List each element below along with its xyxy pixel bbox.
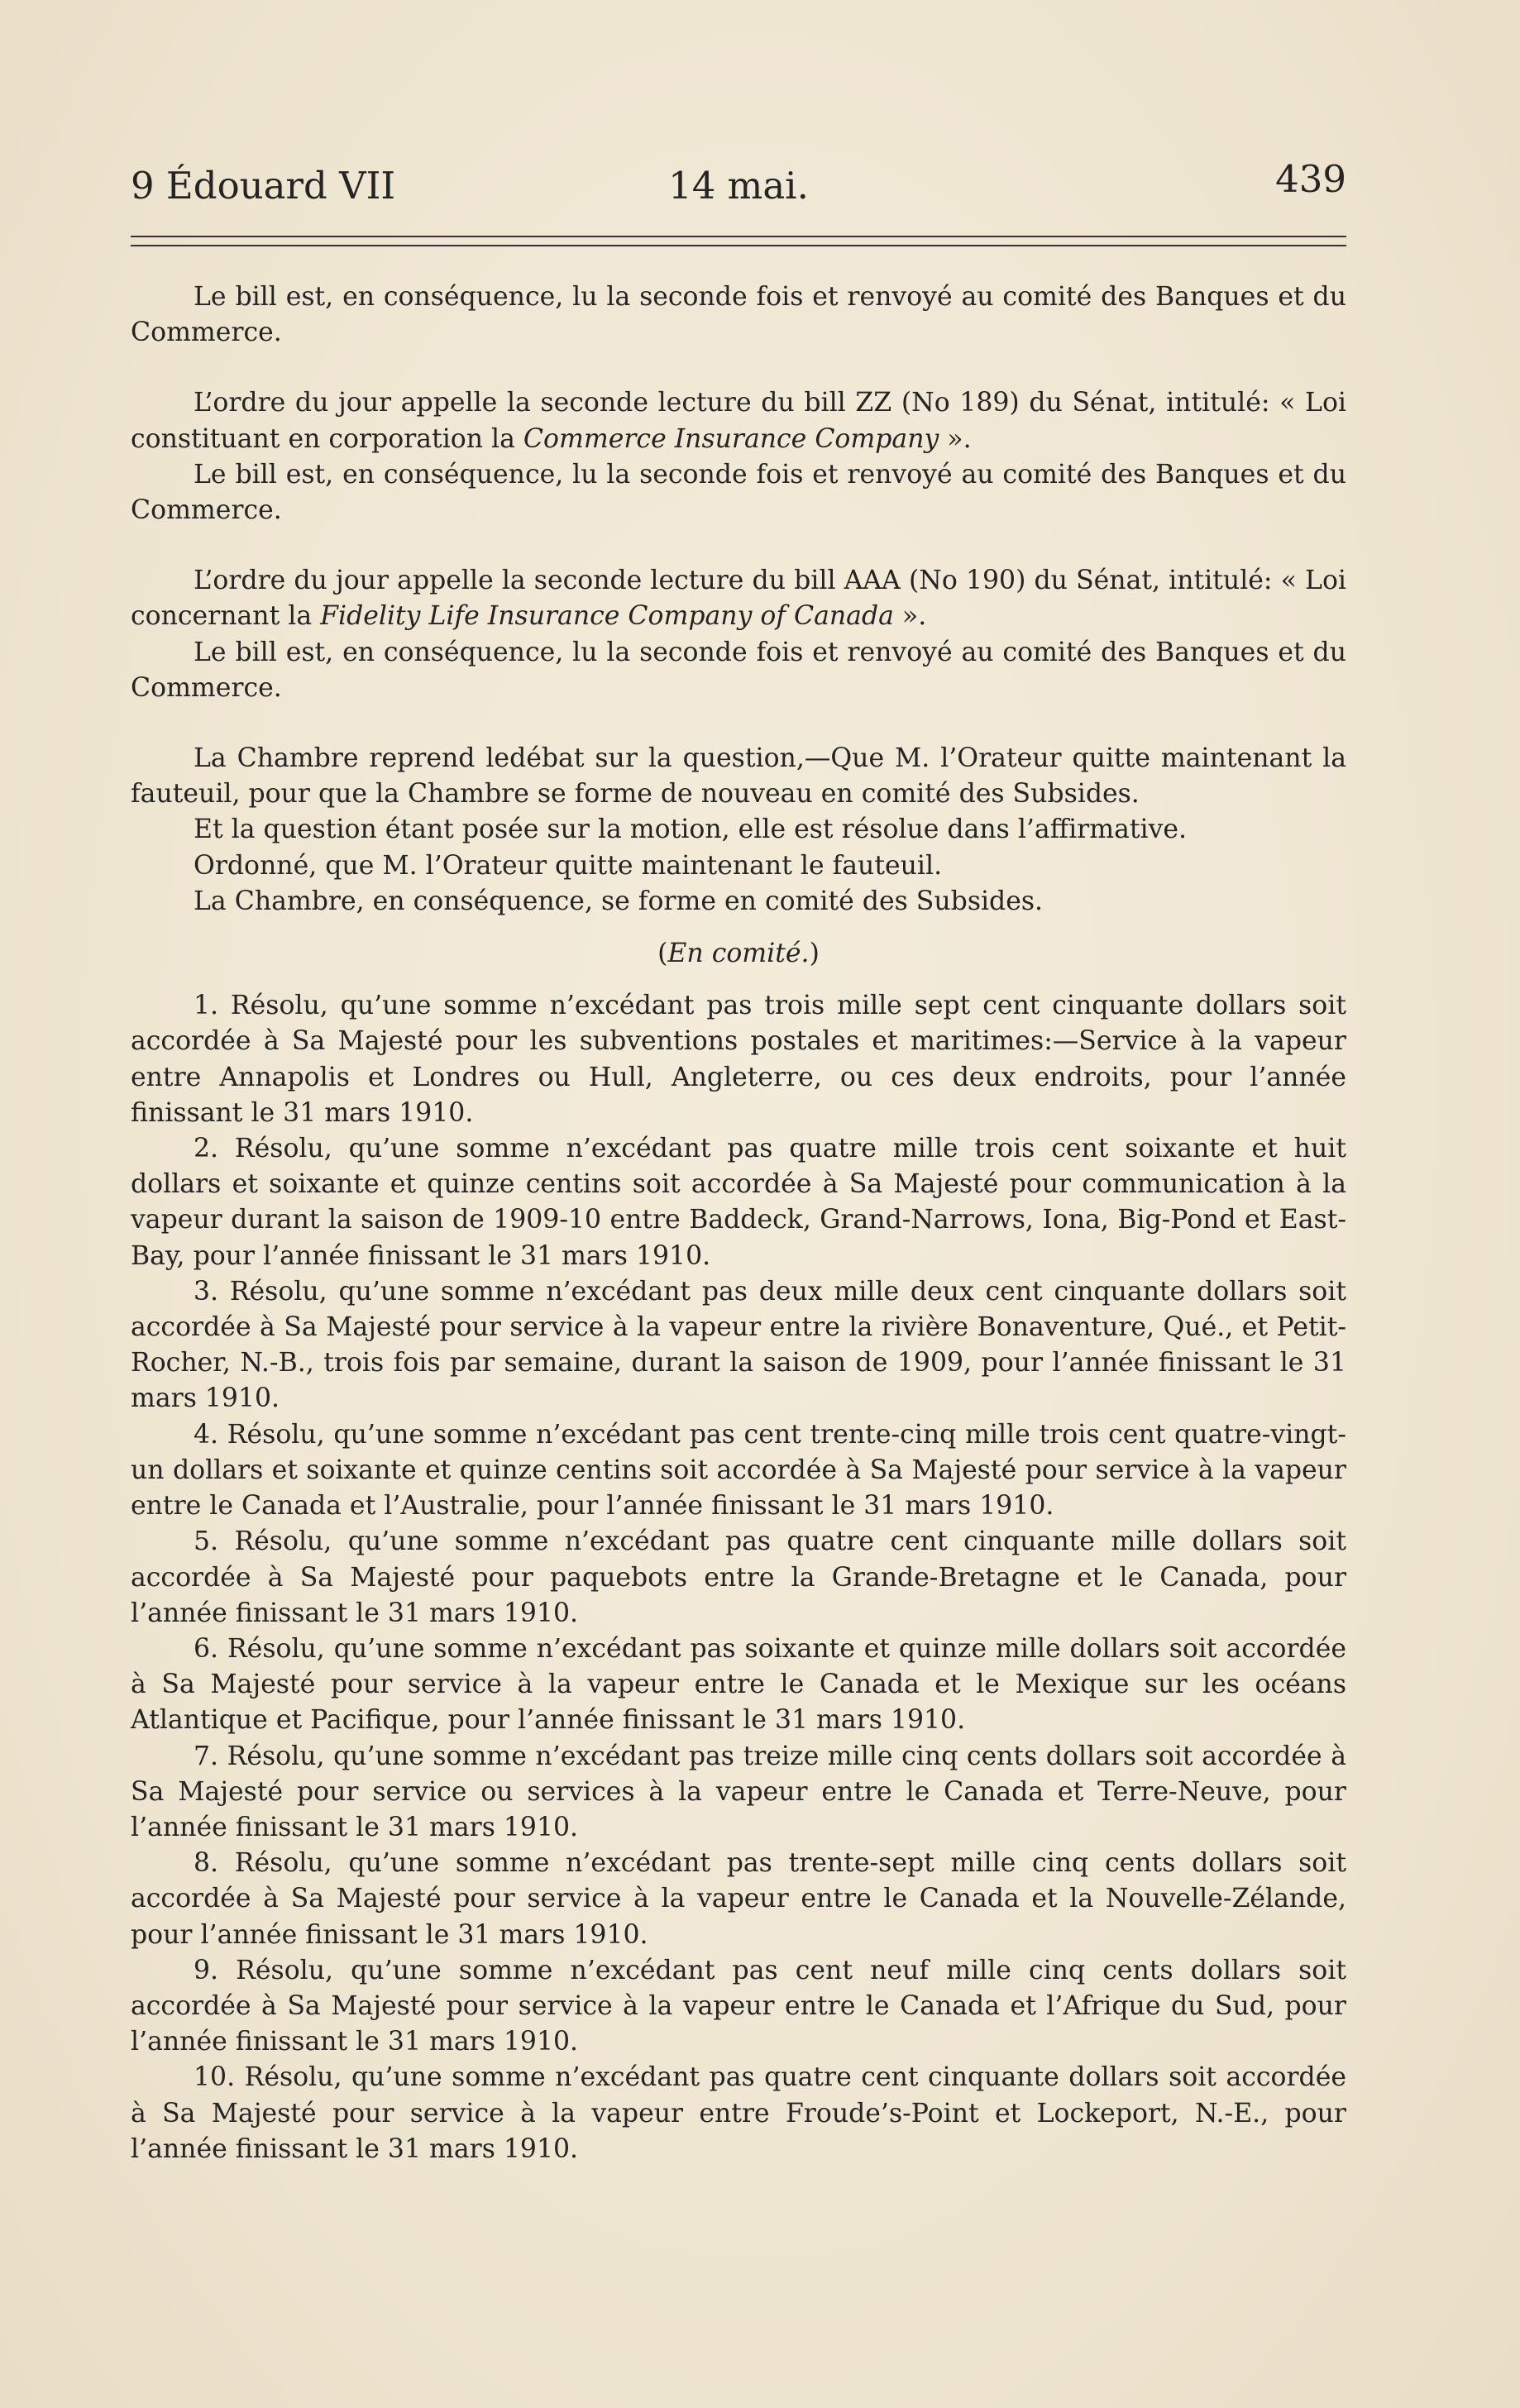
company-name: Commerce Insurance Company xyxy=(523,423,939,454)
paragraph: L’ordre du jour appelle la seconde lecture du bill AAA (No 190) du Sénat, intitulé: « Loi concernant la Fidelity Life Insurance Company of Canada ». xyxy=(131,566,1346,632)
resolution-item: 5. Résolu, qu’une somme n’excédant pas quatre cent cinquante mille dollars soit accordée à Sa Majesté pour paquebots entre la Grande-Bretagne et le Canada, pour l’année finissant le 31 mars 1910. xyxy=(131,1526,1346,1628)
resolution-item: 8. Résolu, qu’une somme n’excédant pas trente-sept mille cinq cents dollars soit accordée à Sa Majesté pour service à la vapeur entre le Canada et la Nouvelle-Zélande, pour l’année finissant le 31 mars 1910. xyxy=(131,1848,1346,1950)
resolution-item: 7. Résolu, qu’une somme n’excédant pas treize mille cinq cents dollars soit accordée à Sa Majesté pour service ou services à la vapeur entre le Canada et Terre-Neuve, pour l’année finissant le 31 mars 1910. xyxy=(131,1741,1346,1842)
header-rule xyxy=(131,236,1346,246)
regnal-year: 9 Édouard VII xyxy=(131,164,396,208)
running-head xyxy=(131,157,1346,211)
paragraph: Et la question étant posée sur la motion, elle est résolue dans l’affirmative. xyxy=(194,815,1188,845)
document-body xyxy=(131,280,1346,2167)
committee-heading: (En comité.) xyxy=(657,939,820,969)
date-heading: 14 mai. xyxy=(668,164,809,208)
paragraph: La Chambre, en conséquence, se forme en comité des Subsides. xyxy=(194,886,1044,916)
paragraph: Le bill est, en conséquence, lu la seconde fois et renvoyé au comité des Banques et du Commerce. xyxy=(131,459,1346,526)
paragraph: La Chambre reprend ledébat sur la question,—Que M. l’Orateur quitte maintenant la fauteuil, pour que la Chambre se forme de nouveau en comité des Subsides. xyxy=(131,743,1346,810)
resolution-item: 10. Résolu, qu’une somme n’excédant pas quatre cent cinquante dollars soit accordée à Sa Majesté pour service à la vapeur entre Froude’s-Point et Lockeport, N.-E., pour l’année finissant le 31 mars 1910. xyxy=(131,2062,1346,2164)
resolutions-list xyxy=(131,988,1346,2167)
resolution-item: 4. Résolu, qu’une somme n’excédant pas cent trente-cinq mille trois cent quatre-vingt-un dollars et soixante et quinze centins soit accordée à Sa Majesté pour service à la vapeur entre le Canada et l’Australie, pour l’année finissant le 31 mars 1910. xyxy=(131,1419,1346,1522)
page-number: 439 xyxy=(1275,157,1346,201)
paragraph: L’ordre du jour appelle la seconde lecture du bill ZZ (No 189) du Sénat, intitulé: « Loi constituant en corporation la Commerce Insurance Company ». xyxy=(131,388,1346,454)
resolution-item: 1. Résolu, qu’une somme n’excédant pas trois mille sept cent cinquante dollars soit accordée à Sa Majesté pour les subventions postales et maritimes:—Service à la vapeur entre Annapolis et Londres ou Hull, Angleterre, ou ces deux endroits, pour l’année finissant le 31 mars 1910. xyxy=(131,991,1346,1128)
resolution-item: 6. Résolu, qu’une somme n’excédant pas soixante et quinze mille dollars soit accordée à Sa Majesté pour service à la vapeur entre le Canada et le Mexique sur les océans Atlantique et Pacifique, pour l’année finissant le 31 mars 1910. xyxy=(131,1633,1346,1736)
paragraph: Le bill est, en conséquence, lu la seconde fois et renvoyé au comité des Banques et du Commerce. xyxy=(131,637,1346,703)
paragraph: Ordonné, que M. l’Orateur quitte maintenant le fauteuil. xyxy=(194,850,943,881)
paragraph: Le bill est, en conséquence, lu la seconde fois et renvoyé au comité des Banques et du Commerce. xyxy=(131,282,1346,348)
company-name: Fidelity Life Insurance Company of Canada xyxy=(320,601,894,632)
resolution-item: 9. Résolu, qu’une somme n’excédant pas cent neuf mille cinq cents dollars soit accordée à Sa Majesté pour service à la vapeur entre le Canada et l’Afrique du Sud, pour l’année finissant le 31 mars 1910. xyxy=(131,1955,1346,2057)
resolution-item: 2. Résolu, qu’une somme n’excédant pas quatre mille trois cent soixante et huit dollars et soixante et quinze centins soit accordée à Sa Majesté pour communication à la vapeur durant la saison de 1909-10 entre Baddeck, Grand-Narrows, Iona, Big-Pond et East-Bay, pour l’année finissant le 31 mars 1910. xyxy=(131,1134,1346,1271)
resolution-item: 3. Résolu, qu’une somme n’excédant pas deux mille deux cent cinquante dollars soit accordée à Sa Majesté pour service à la vapeur entre la rivière Bonaventure, Qué., et Petit-Rocher, N.-B., trois fois par semaine, durant la saison de 1909, pour l’année finissant le 31 mars 1910. xyxy=(131,1276,1346,1414)
